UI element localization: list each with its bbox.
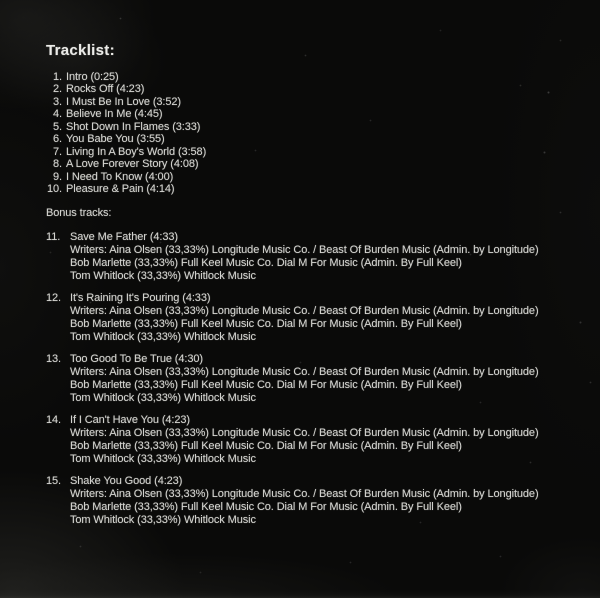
bonus-track-content xyxy=(70,353,539,405)
track-title: A Love Forever Story (4:08) xyxy=(66,158,199,171)
page-title: Tracklist: xyxy=(46,42,115,59)
track-title: Shake You Good (4:23) xyxy=(70,475,183,487)
credit-line: Tom Whitlock (33,33%) Whitlock Music xyxy=(70,453,256,465)
credit-line: Tom Whitlock (33,33%) Whitlock Music xyxy=(70,514,256,526)
bonus-track-content xyxy=(70,414,539,466)
track-title: Living In A Boy's World (3:58) xyxy=(66,145,207,158)
bonus-track-block xyxy=(46,292,539,344)
bonus-tracks-label: Bonus tracks: xyxy=(46,207,112,219)
credit-line: Bob Marlette (33,33%) Full Keel Music Co. Dial M For Music (Admin. By Full Keel) xyxy=(70,257,462,269)
bonus-track-block xyxy=(46,231,539,283)
track-row xyxy=(44,83,206,95)
credit-line: Tom Whitlock (33,33%) Whitlock Music xyxy=(70,331,256,343)
track-number: 7. xyxy=(53,145,62,158)
track-number: 2. xyxy=(53,83,62,96)
track-row xyxy=(44,146,206,158)
tracklist xyxy=(44,71,206,196)
track-row xyxy=(44,183,206,195)
credit-line: Bob Marlette (33,33%) Full Keel Music Co. Dial M For Music (Admin. By Full Keel) xyxy=(70,440,462,452)
track-title: You Babe You (3:55) xyxy=(66,133,165,146)
bonus-track-block xyxy=(46,353,539,405)
track-number: 9. xyxy=(53,170,62,183)
track-number: 6. xyxy=(53,133,62,146)
track-title: Save Me Father (4:33) xyxy=(70,231,178,243)
track-row xyxy=(44,71,206,83)
track-number: 5. xyxy=(53,120,62,133)
track-number: 8. xyxy=(53,158,62,171)
track-title: Too Good To Be True (4:30) xyxy=(70,353,203,365)
track-title: Believe In Me (4:45) xyxy=(66,108,163,121)
dust-specks xyxy=(0,0,1,1)
track-number: 12. xyxy=(46,292,61,304)
credit-line: Writers: Aina Olsen (33,33%) Longitude Music Co. / Beast Of Burden Music (Admin. by Longitude) xyxy=(70,305,539,317)
track-row xyxy=(44,108,206,120)
track-row xyxy=(44,133,206,145)
track-title: I Must Be In Love (3:52) xyxy=(66,95,181,108)
track-row xyxy=(44,171,206,183)
credit-line: Writers: Aina Olsen (33,33%) Longitude Music Co. / Beast Of Burden Music (Admin. by Longitude) xyxy=(70,244,539,256)
track-row xyxy=(44,158,206,170)
bonus-track-block xyxy=(46,414,539,466)
track-number: 13. xyxy=(46,353,61,365)
track-title: If I Can't Have You (4:23) xyxy=(70,414,190,426)
credit-line: Bob Marlette (33,33%) Full Keel Music Co. Dial M For Music (Admin. By Full Keel) xyxy=(70,379,462,391)
track-title: Intro (0:25) xyxy=(66,71,119,83)
track-number: 11. xyxy=(46,231,61,243)
bonus-track-content xyxy=(70,231,539,283)
track-title: It's Raining It's Pouring (4:33) xyxy=(70,292,211,304)
bonus-tracklist xyxy=(46,231,539,536)
bonus-track-block xyxy=(46,475,539,527)
credit-line: Writers: Aina Olsen (33,33%) Longitude Music Co. / Beast Of Burden Music (Admin. by Longitude) xyxy=(70,488,539,500)
bonus-track-content xyxy=(70,475,539,527)
track-number: 10. xyxy=(47,183,62,196)
track-title: Shot Down In Flames (3:33) xyxy=(66,120,201,133)
track-number: 4. xyxy=(53,108,62,121)
track-title: Pleasure & Pain (4:14) xyxy=(66,183,175,196)
credit-line: Bob Marlette (33,33%) Full Keel Music Co. Dial M For Music (Admin. By Full Keel) xyxy=(70,318,462,330)
track-number: 15. xyxy=(46,475,61,487)
track-row xyxy=(44,96,206,108)
track-number: 1. xyxy=(53,71,62,83)
credit-line: Tom Whitlock (33,33%) Whitlock Music xyxy=(70,392,256,404)
track-title: I Need To Know (4:00) xyxy=(66,170,174,183)
track-title: Rocks Off (4:23) xyxy=(66,83,145,96)
credit-line: Bob Marlette (33,33%) Full Keel Music Co. Dial M For Music (Admin. By Full Keel) xyxy=(70,501,462,513)
track-row xyxy=(44,121,206,133)
credit-line: Writers: Aina Olsen (33,33%) Longitude Music Co. / Beast Of Burden Music (Admin. by Longitude) xyxy=(70,366,539,378)
credit-line: Writers: Aina Olsen (33,33%) Longitude Music Co. / Beast Of Burden Music (Admin. by Longitude) xyxy=(70,427,539,439)
track-number: 3. xyxy=(53,95,62,108)
bonus-track-content xyxy=(70,292,539,344)
credit-line: Tom Whitlock (33,33%) Whitlock Music xyxy=(70,270,256,282)
track-number: 14. xyxy=(46,414,61,426)
